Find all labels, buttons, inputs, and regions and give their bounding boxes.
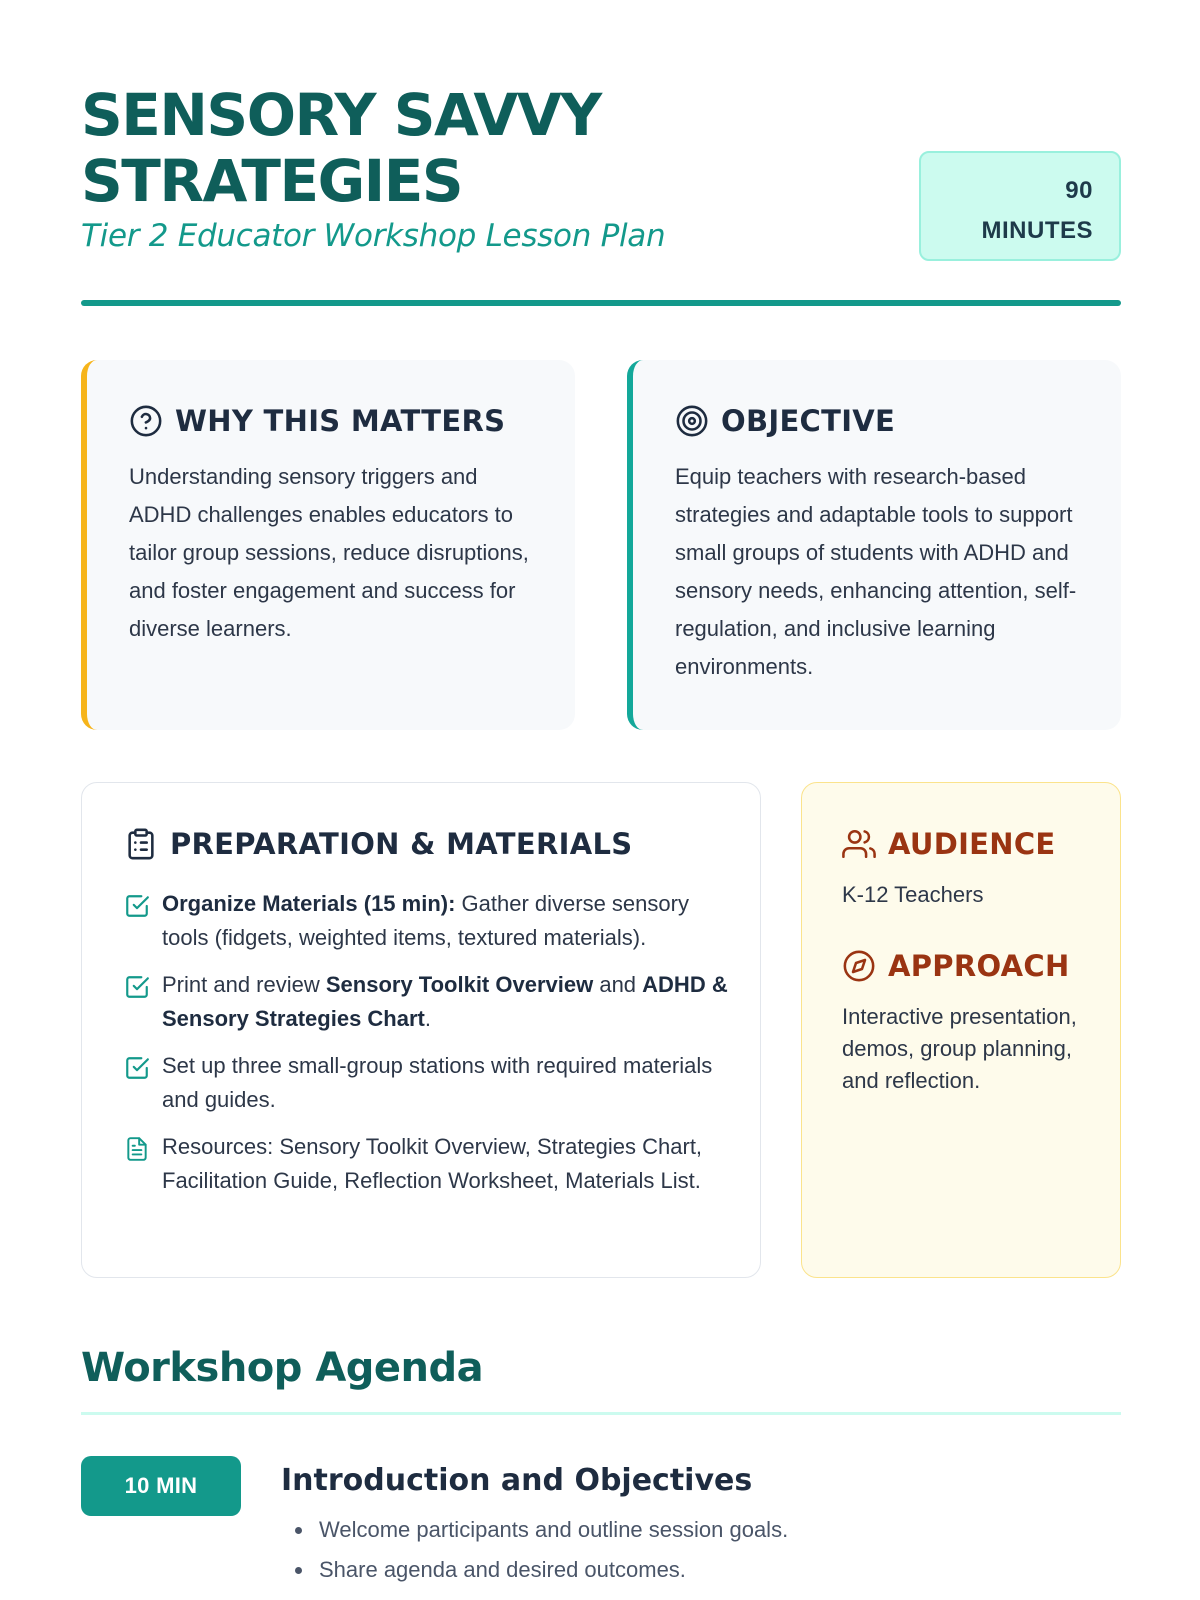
item-bold: ADHD & Sensory Strategies Chart: [162, 972, 728, 1031]
header-divider: [81, 300, 1121, 306]
agenda-bullets: [315, 1510, 1121, 1590]
why-this-matters-card: [81, 360, 575, 730]
preparation-card: [81, 782, 761, 1278]
users-icon: [842, 827, 876, 861]
agenda-time-badge: 10 MIN: [81, 1456, 241, 1516]
list-item: [124, 968, 730, 1036]
clipboard-icon: [124, 827, 158, 861]
why-heading: WHY THIS MATTERS: [175, 404, 506, 438]
item-text: .: [424, 1006, 431, 1031]
list-item: [124, 887, 730, 955]
item-bold: Sensory Toolkit Overview: [325, 972, 594, 997]
item-text: Gather diverse sensory tools (fidgets, weighted items, textured materials).: [162, 891, 689, 950]
item-text: Set up three small-group stations with required materials and guides.: [162, 1053, 713, 1112]
lesson-plan-page: [81, 0, 1121, 1600]
objective-heading: OBJECTIVE: [721, 404, 896, 438]
target-icon: [675, 404, 709, 438]
duration-unit: MINUTES: [981, 217, 1093, 244]
why-text: Understanding sensory triggers and ADHD challenges enables educators to tailor group sessions, reduce disruptions, and foster engagement and success for diverse learners.: [129, 464, 529, 641]
approach-heading: APPROACH: [888, 949, 1070, 983]
file-text-icon: [124, 1136, 150, 1162]
audience-text: K-12 Teachers: [842, 882, 984, 907]
audience-approach-card: [801, 782, 1121, 1278]
item-bold: Organize Materials (15 min):: [162, 891, 456, 916]
duration-badge: [919, 151, 1121, 261]
preparation-list: [124, 887, 730, 1198]
preparation-heading: PREPARATION & MATERIALS: [170, 827, 633, 861]
list-item: • Welcome participants and outline session goals.: [315, 1510, 1121, 1550]
item-text: Resources: Sensory Toolkit Overview, Strategies Chart, Facilitation Guide, Reflection Worksheet, Materials List.: [162, 1134, 703, 1193]
objective-text: Equip teachers with research-based strategies and adaptable tools to support small groups of students with ADHD and sensory needs, enhancing attention, self-regulation, and inclusive learning environments.: [675, 464, 1077, 679]
agenda-item-title: Introduction and Objectives: [281, 1463, 753, 1498]
audience-heading: AUDIENCE: [888, 827, 1056, 861]
header: [81, 82, 1121, 304]
check-square-icon: [124, 974, 150, 1000]
page-title: SENSORY SAVVY STRATEGIES: [81, 81, 601, 215]
list-item: [124, 1130, 730, 1198]
agenda-divider: [81, 1412, 1121, 1415]
duration-value: 90: [1065, 177, 1093, 204]
check-square-icon: [124, 893, 150, 919]
item-text: Print and review: [162, 972, 326, 997]
compass-icon: [842, 949, 876, 983]
page-subtitle: Tier 2 Educator Workshop Lesson Plan: [81, 218, 666, 254]
list-item: [124, 1049, 730, 1117]
help-circle-icon: [129, 404, 163, 438]
agenda-title: Workshop Agenda: [81, 1345, 484, 1391]
item-text: and: [593, 972, 643, 997]
objective-card: [627, 360, 1121, 730]
approach-text: Interactive presentation, demos, group planning, and reflection.: [842, 1004, 1077, 1093]
check-square-icon: [124, 1055, 150, 1081]
list-item: • Share agenda and desired outcomes.: [315, 1550, 1121, 1590]
